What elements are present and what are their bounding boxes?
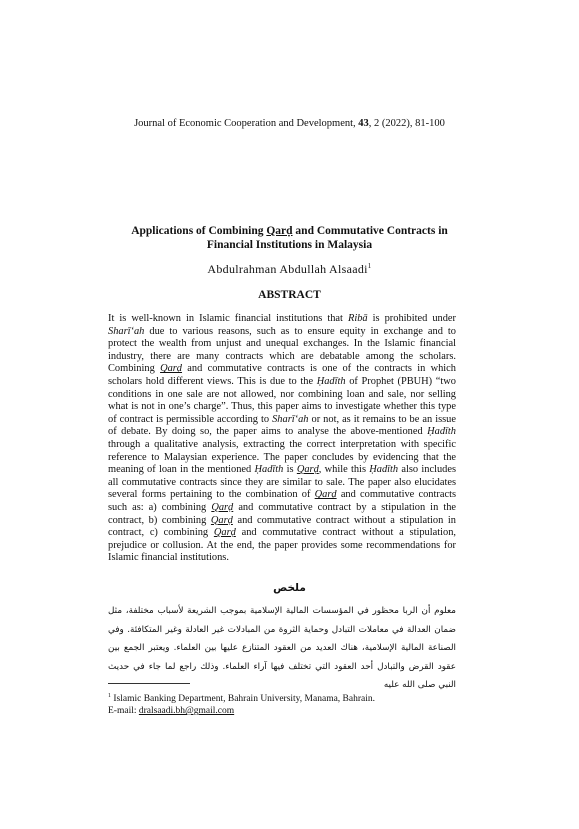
abstract-text: through a qualitative analysis, extracting the correct interpretation with specific reference to Malaysian experience. The paper concludes by evidencing that the meaning of loan in the mentioned: [108, 438, 456, 476]
author-email-link[interactable]: dralsaadi.bh@gmail.com: [138, 706, 235, 717]
abstract-text: due to various reasons, such as to ensure equity in exchange and to protect the wealth from unjust and unequal exchanges. In the Islamic financial industry, there are many contracts which are debatable among the scholars. Combining: [108, 325, 456, 375]
paper-title: [100, 224, 479, 252]
journal-volume: 43: [358, 118, 369, 129]
abstract-body: [108, 313, 456, 565]
abstract-term: Qarḍ: [213, 527, 236, 539]
author-line: [0, 262, 579, 277]
abstract-term: Qarḍ: [211, 501, 234, 513]
footnote-divider: [108, 683, 190, 684]
journal-citation: [0, 118, 579, 129]
abstract-text: and commutative contracts such as: a) combining: [108, 489, 456, 513]
abstract-text: of Prophet (PBUH) “two conditions in one sale are not allowed, nor combining loan and sale, nor selling what is not in one’s charge”. Thus, this paper aims to investigate whether this type of contract is permissible according to: [108, 375, 456, 425]
title-line1-start: Applications of Combining: [131, 225, 267, 237]
abstract-term: Qarḍ: [210, 514, 233, 526]
abstract-term: Qarḍ: [314, 489, 337, 501]
footnote-affiliation: Islamic Banking Department, Bahrain University, Manama, Bahrain.: [111, 694, 375, 705]
abstract-term: Ḥadīth: [316, 375, 346, 387]
abstract-term: Ḥadīth: [254, 464, 284, 476]
author-name: Abdulrahman Abdullah Alsaadi: [207, 262, 368, 276]
abstract-term: Ḥadīth: [427, 426, 456, 438]
abstract-text: also includes all commutative contracts since they are similar to sale. The paper also elucidates several forms pertaining to the combination of: [108, 464, 456, 501]
abstract-text: is prohibited under: [367, 313, 456, 324]
abstract-term: Ribā: [347, 313, 368, 324]
arabic-abstract-heading: ملخص: [273, 582, 306, 594]
title-line1-end: and Commutative Contracts in: [292, 225, 448, 237]
abstract-text: or not, as it remains to be an issue of debate. By doing so, the paper aims to analyse the above-mentioned: [108, 413, 456, 438]
abstract-text: and commutative contracts is one of the contracts in which scholars hold different views. This is due to the: [108, 363, 456, 387]
author-footnote-mark: 1: [367, 262, 372, 270]
title-term-qard: Qarḍ: [266, 225, 293, 237]
abstract-term: Ḥadīth: [369, 464, 399, 476]
footnote: [108, 690, 468, 717]
footnote-mark: 1: [108, 693, 111, 699]
abstract-term: Qarḍ: [296, 464, 319, 476]
abstract-term: Sharīʻah: [108, 325, 145, 337]
abstract-heading: ABSTRACT: [258, 289, 321, 301]
abstract-text: , while this: [318, 464, 370, 476]
abstract-term: Qarḍ: [160, 363, 183, 375]
abstract-text: and commutative contract without a stipulation, prejudice or collusion. At the end, the paper provides some recommendations for Islamic financial institutions.: [108, 527, 456, 564]
title-line2: Financial Institutions in Malaysia: [206, 239, 373, 251]
abstract-text: It is well-known in Islamic financial institutions that: [108, 313, 348, 324]
journal-name: Journal of Economic Cooperation and Development,: [134, 118, 359, 129]
abstract-text: is: [283, 464, 297, 476]
arabic-abstract-body: معلوم أن الربا محظور في المؤسسات المالية الإسلامية بموجب الشريعة لأسباب مختلفة، مثل ضمان العدالة في معاملات التبادل وحماية الثروة من المبادلات غير العادلة وغير المتكافئة. وفي الصناعة المالية الإسلامية، هناك العديد من العقود المتنازع عليها بين العلماء. ويعتبر الجمع بين عقود القرض والتبادل أحد العقود التي تختلف فيها آراء العلماء. وذلك راجع لما جاء في حديث النبي صلى الله عليه: [108, 606, 456, 691]
abstract-term: Sharīʻah: [272, 413, 309, 425]
abstract-text: and commutative contract without a stipulation in contract, c) combining: [108, 514, 456, 539]
footnote-email-label: E-mail:: [108, 706, 139, 717]
abstract-text: and commutative contract by a stipulation in the contract, b) combining: [108, 501, 457, 526]
journal-issue-pages: , 2 (2022), 81-100: [368, 118, 445, 129]
